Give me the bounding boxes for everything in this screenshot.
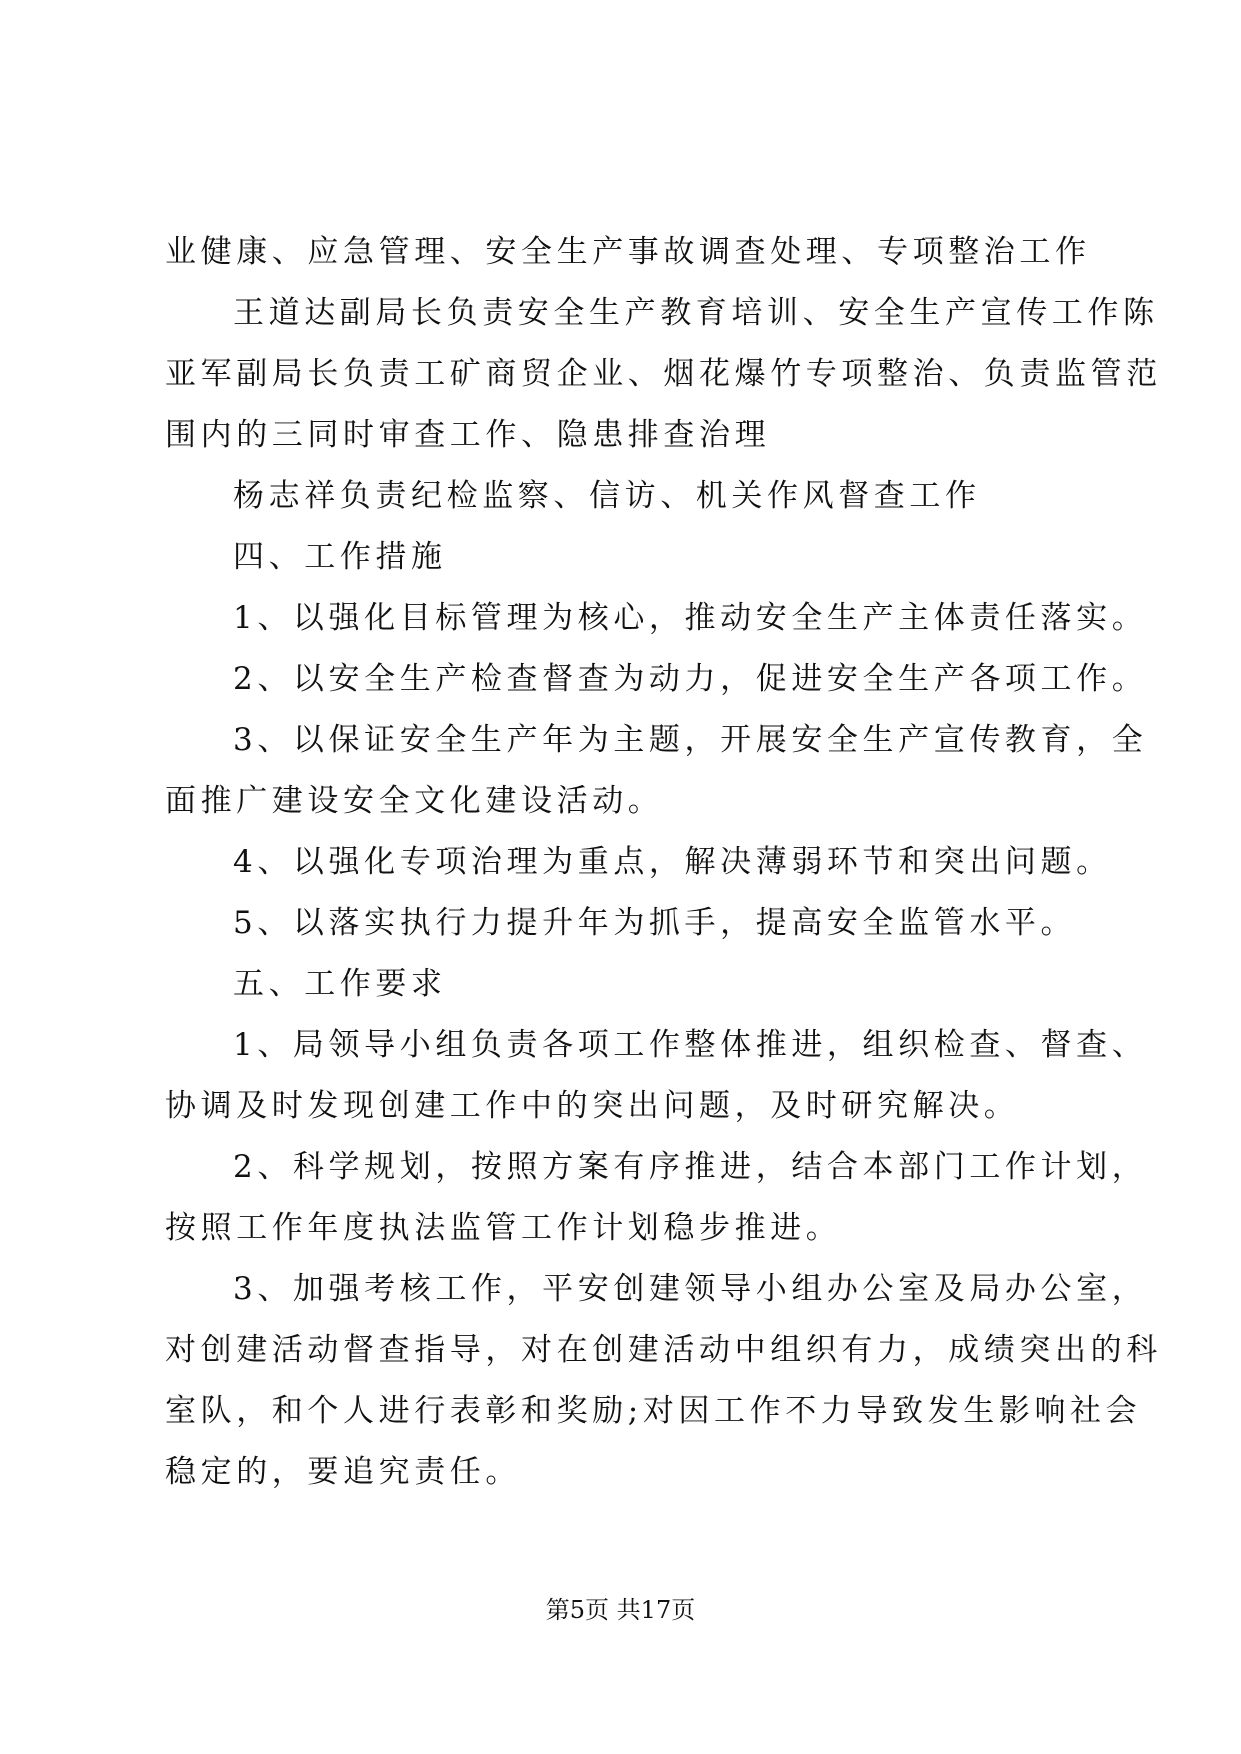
text-line: 协调及时发现创建工作中的突出问题，及时研究解决。 bbox=[165, 1088, 1020, 1124]
text-line: 按照工作年度执法监管工作计划稳步推进。 bbox=[165, 1210, 842, 1246]
text-line: 对创建活动督查指导，对在创建活动中组织有力，成绩突出的科 bbox=[165, 1332, 1162, 1368]
text-line: 围内的三同时审查工作、隐患排查治理 bbox=[165, 417, 771, 453]
section-heading: 五、工作要求 bbox=[233, 966, 447, 1002]
text-line: 室队，和个人进行表彰和奖励;对因工作不力导致发生影响社会 bbox=[165, 1393, 1142, 1429]
text-line: 1、以强化目标管理为核心，推动安全生产主体责任落实。 bbox=[233, 600, 1148, 636]
page-footer: 第5页 共17页 bbox=[545, 1596, 696, 1624]
text-line: 2、以安全生产检查督查为动力，促进安全生产各项工作。 bbox=[233, 661, 1148, 697]
text-line: 1、局领导小组负责各项工作整体推进，组织检查、督查、 bbox=[233, 1027, 1148, 1063]
text-line: 2、科学规划，按照方案有序推进，结合本部门工作计划， bbox=[233, 1149, 1148, 1185]
document-body bbox=[165, 222, 1162, 1503]
text-line: 5、以落实执行力提升年为抓手，提高安全监管水平。 bbox=[233, 905, 1077, 941]
text-line: 业健康、应急管理、安全生产事故调查处理、专项整治工作 bbox=[165, 234, 1091, 270]
text-line: 王道达副局长负责安全生产教育培训、安全生产宣传工作陈 bbox=[233, 295, 1159, 331]
text-line: 4、以强化专项治理为重点，解决薄弱环节和突出问题。 bbox=[233, 844, 1112, 880]
text-line: 面推广建设安全文化建设活动。 bbox=[165, 783, 664, 819]
text-line: 亚军副局长负责工矿商贸企业、烟花爆竹专项整治、负责监管范 bbox=[165, 356, 1162, 392]
section-heading: 四、工作措施 bbox=[233, 539, 447, 575]
text-line: 3、加强考核工作，平安创建领导小组办公室及局办公室， bbox=[233, 1271, 1148, 1307]
text-line: 稳定的，要追究责任。 bbox=[165, 1454, 521, 1490]
text-line: 杨志祥负责纪检监察、信访、机关作风督查工作 bbox=[233, 478, 981, 514]
text-line: 3、以保证安全生产年为主题，开展安全生产宣传教育，全 bbox=[233, 722, 1148, 758]
